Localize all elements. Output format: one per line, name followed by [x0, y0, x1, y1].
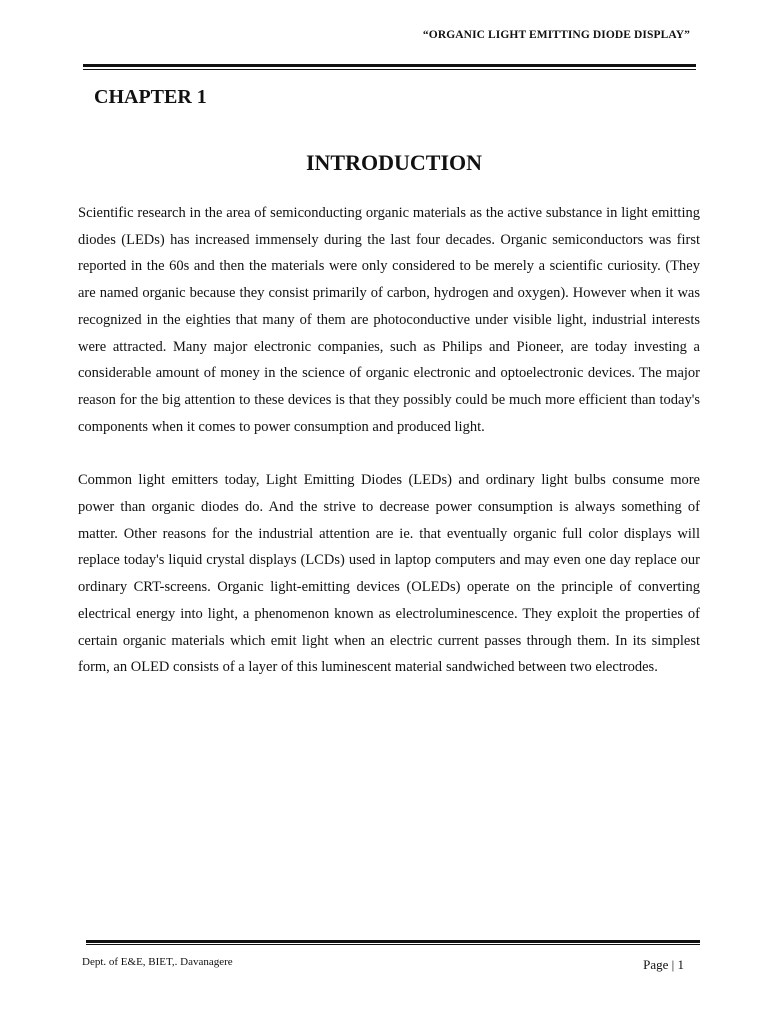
- body-text: [78, 200, 700, 708]
- footer-divider: [86, 940, 700, 945]
- header-divider: [83, 64, 696, 70]
- chapter-label: CHAPTER 1: [94, 86, 207, 108]
- body-paragraph: Scientific research in the area of semiconducting organic materials as the active substance in light emitting diodes (LEDs) has increased immensely during the last four decades. Organic semiconductors was first reported in the 60s and then the materials were only considered to be merely a scientific curiosity. (They are named organic because they consist primarily of carbon, hydrogen and oxygen). However when it was recognized in the eighties that many of them are photoconductive under visible light, industrial interests were attracted. Many major electronic companies, such as Philips and Pioneer, are today investing a considerable amount of money in the science of organic electronic and optoelectronic devices. The major reason for the big attention to these devices is that they possibly could be much more efficient than today's components when it comes to power consumption and produced light.: [78, 205, 700, 435]
- page-number: Page | 1: [643, 957, 684, 972]
- body-paragraph: Common light emitters today, Light Emitting Diodes (LEDs) and ordinary light bulbs consume more power than organic diodes do. And the strive to decrease power consumption is always something of matter. Other reasons for the industrial attention are ie. that eventually organic full color displays will replace today's liquid crystal displays (LCDs) used in laptop computers and may even one day replace our ordinary CRT-screens. Organic light-emitting devices (OLEDs) operate on the principle of converting electrical energy into light, a phenomenon known as electroluminescence. They exploit the properties of certain organic materials which emit light when an electric current passes through them. In its simplest form, an OLED consists of a layer of this luminescent material sandwiched between two electrodes.: [78, 472, 700, 676]
- footer-department: Dept. of E&E, BIET,. Davanagere: [82, 956, 233, 968]
- section-title: INTRODUCTION: [305, 150, 483, 175]
- running-header-title: “ORGANIC LIGHT EMITTING DIODE DISPLAY”: [422, 29, 690, 41]
